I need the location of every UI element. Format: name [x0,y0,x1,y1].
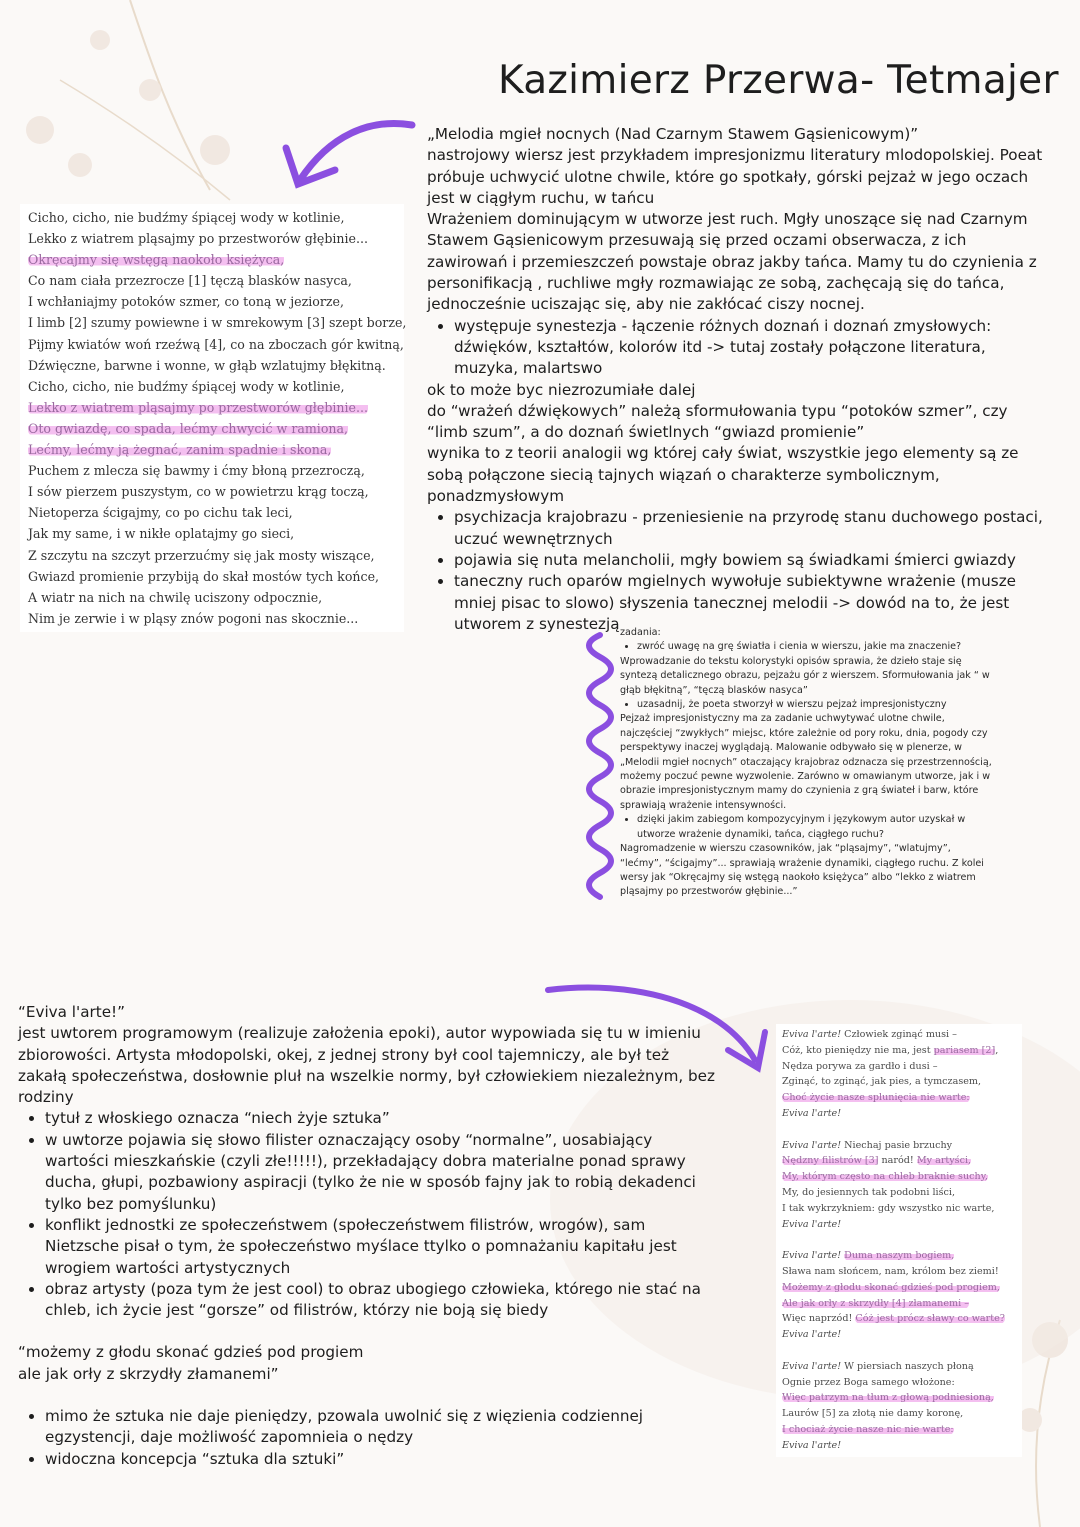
note-bullet: • obraz artysty (poza tym że jest cool) to obraz ubogiego człowieka, którego nie stać na chleb, ich życie jest “gorsze” od filistrów, którzy nie boją się biedy [45,1279,718,1322]
tasks-heading: zadania: [620,627,661,638]
note-bullet: • psychizacja krajobrazu - przeniesienie na przyrodę stanu duchowego postaci, uczuć wewnętrznych [454,507,1047,550]
line-text: Laurów [5] za złotą nie damy koronę, [782,1408,964,1420]
line-text: I sów pierzem puszystym, co w powietrzu krąg toczą, [28,484,369,500]
poem-line [28,566,396,587]
poem-line [782,1169,1016,1185]
line-text: Eviva l'arte! [782,1107,842,1119]
highlighted-text: Więc patrzym na tłum z głową podniesioną, [782,1392,994,1404]
poem-line [28,608,396,629]
poem-line [782,1138,1016,1154]
poem-line [28,312,407,333]
note-paragraph: do “wrażeń dźwiękowych” należą sformułowania typu “potoków szmer”, czy “limb szum”, a do doznań świetlnych “gwiazd promienie” [427,401,1008,442]
note-paragraph: ok to może byc niezrozumiałe dalej [427,380,696,399]
poem-line [782,1406,1016,1422]
highlighted-text: Lećmy, lećmy ją żegnać, zanim spadnie i skona, [28,442,332,458]
highlighted-text: Ale jak orły z skrzydły [4] złamanemi – [782,1297,970,1309]
poem-line [28,439,396,460]
quote-line: ale jak orły z skrzydły złamanemi” [18,1364,279,1383]
highlighted-text: pariasem [2] [933,1044,996,1056]
line-text: Jak my same, i w nikłe oplatajmy go sieci, [28,526,295,542]
line-text: Niechaj pasie brzuchy [844,1139,953,1151]
task-answer: Wprowadzanie do tekstu kolorystyki opisów sprawia, że dzieło staje się syntezą detalicznego obrazu, pejzażu gór z wierszem. Sformułowania jak “ w głąb błękitną”, “tęczą blasków nasyca” [620,655,990,696]
poem-line [782,1375,1016,1391]
highlighted-text: Nędzny filistrów [3] [782,1155,879,1167]
task-question: • zwróć uwagę na grę światła i cienia w wierszu, jakie ma znaczenie? [637,640,995,654]
poem-line [782,1059,1016,1075]
highlighted-text: My artyści, [916,1155,972,1167]
notes-heading: “Eviva l'arte!” [18,1003,125,1021]
note-bullet: • tytuł z włoskiego oznacza “niech żyje sztuka” [45,1108,718,1129]
poem-line [782,1090,1016,1106]
note-bullet: • w uwtorze pojawia się słowo filister oznaczający osoby “normalne”, uosabiający wartości mieszkańskie (czyli złe!!!!!), przekładający dobra materialne ponad sprawy ducha, głupi, pozbawiony aspiracji (tylko że nie w sposób fajny jak to robią dekadenci tylko bez pomyślunku) [45,1130,718,1215]
poem-line [782,1201,1016,1217]
line-text: Puchem z mlecza się bawmy i ćmy błoną przezroczą, [28,463,365,479]
line-text: I tak wykrzykniem: gdy wszystko nic warte, [782,1202,995,1214]
highlighted-text: Lekko z wiatrem pląsajmy po przestworów głębinie... [28,399,369,415]
quote-line: “możemy z głodu skonać gdzieś pod progiem [18,1343,364,1362]
poem-line [28,270,396,291]
poem-line [782,1296,1016,1312]
poem-line [782,1359,1016,1375]
poem-line [28,523,396,544]
line-text: Eviva l'arte! [782,1139,845,1151]
poem-line [782,1074,1016,1090]
line-text: Nędza porywa za gardło i dusi – [782,1060,938,1072]
poem-line [782,1422,1016,1438]
line-text: Nim je zerwie i w pląsy znów pogoni nas skocznie... [28,610,359,626]
poem-line [782,1248,1016,1264]
squiggle-decoration [589,635,611,897]
poem-line [782,1311,1016,1327]
notes-melodia [427,124,1047,635]
highlighted-text: I chociaż życie nasze nic nie warte: [782,1423,954,1435]
poem-line [782,1153,1016,1169]
page-title: Kazimierz Przerwa- Tetmajer [498,58,1059,103]
line-text: Zginąć, to zginąć, jak pies, a tymczasem, [782,1076,982,1088]
arrow-icon-top [286,123,412,184]
line-text: Cóż, kto pieniędzy nie ma, jest [782,1044,934,1056]
line-text: A wiatr na nich na chwilę uciszony odpocznie, [28,589,323,605]
poem-line [782,1043,1016,1059]
line-text: , [995,1044,999,1056]
line-text: Eviva l'arte! [782,1329,842,1341]
task-question: • uzasadnij, że poeta stworzył w wierszu pejzaż impresjonistyczny [637,698,995,712]
poem-line [28,376,396,397]
poem-line [28,397,396,418]
note-bullet: • widoczna koncepcja “sztuka dla sztuki” [45,1449,718,1470]
line-text: Ognie przez Boga samego włożone: [782,1376,955,1388]
note-bullet: • występuje synestezja - łączenie różnych doznań i doznań zmysłowych: dźwięków, kształtów, kolorów itd -> tutaj zostały połączone literatura, muzyka, malartswo [454,316,1047,380]
line-text: I wchłaniajmy potoków szmer, co toną w jeziorze, [28,294,344,310]
highlighted-text: Możemy z głodu skonać gdzieś pod progiem, [782,1281,1000,1293]
line-text: My, do jesiennych tak podobni liści, [782,1186,955,1198]
poem-line [28,418,396,439]
task-answer: Pejzaż impresjonistyczny ma za zadanie uchwytywać ulotne chwile, najczęściej “zwykłych” miejsc, które zależnie od pory roku, dnia, pogody czy perspektywy inaczej wyglądają. Malowanie odbywało się w plenerze, w „Melodii mgieł nocnych” otaczający krajobraz odznacza się przestrzennością, możemy poczuć pewne wyzwolenie. Zarówno w omawianym utworze, jak i w obrazie impresjonistycznym mamy do czynienia z grą świateł i barw, które sprawiają wrażenie intensywności. [620,713,992,811]
note-paragraph: nastrojowy wiersz jest przykładem impresjonizmu literatury mlodopolskiej. Poeat próbuje uchwycić ulotne chwile, które go spotkały, górski pejzaż w jego oczach jest w ciągłym ruchu, w tańcu [427,146,1043,207]
line-text: Eviva l'arte! [782,1250,845,1262]
line-text: Człowiek zginąć musi – [844,1029,957,1040]
line-text: Eviva l'arte! [782,1218,842,1230]
floral-decoration-top-left [26,0,230,200]
poem-line [28,355,396,376]
tasks-block [620,626,995,900]
line-text: Gwiazd promienie przybiją do skał mostów tych końce, [28,568,380,584]
line-text: Nietoperza ścigajmy, co po cichu tak leci, [28,505,293,521]
task-question: • dzięki jakim zabiegom kompozycyjnym i językowym autor uzyskał w utworze wrażenie dynamiki, tańca, ciągłego ruchu? [637,813,995,842]
poem-line [782,1327,1016,1343]
poem-line [782,1185,1016,1201]
highlighted-text: Choć życie nasze splunięcia nie warte: [782,1092,970,1104]
poem-line [28,545,396,566]
line-text: Sława nam słońcem, nam, królom bez ziemi! [782,1265,999,1277]
poem-line [28,207,396,228]
poem-line [782,1280,1016,1296]
poem-line [782,1106,1016,1122]
line-text: Lekko z wiatrem pląsajmy po przestworów głębinie... [28,231,369,247]
highlighted-text: Cóż jest prócz sławy co warte? [855,1313,1005,1325]
poem-line [782,1264,1016,1280]
poem-line [782,1217,1016,1233]
poem-line [28,460,396,481]
line-text: W piersiach naszych płoną [844,1360,974,1372]
line-text: naród! [878,1155,917,1167]
line-text: Więc naprzód! [782,1313,856,1325]
poem-eviva-larte [776,1024,1022,1457]
note-bullet: • mimo że sztuka nie daje pieniędzy, pzowala uwolnić się z więzienia codziennej egzystencji, daje możliwość zapomnieia o nędzy [45,1406,718,1449]
line-text: Cicho, cicho, nie budźmy śpiącej wody w kotlinie, [28,210,345,225]
task-answer: Nagromadzenie w wierszu czasowników, jak “pląsajmy”, “wlatujmy”, “lećmy”, “ścigajmy”... sprawiają wrażenie dynamiki, ciągłego ruchu. Z kolei wersy jak “Okręcajmy się wstęgą naokoło księżyca” albo “lekko z wiatrem pląsajmy po przestworów głębinie...” [620,843,984,898]
line-text: Dźwięczne, barwne i wonne, w głąb wzlatujmy błękitną. [28,357,386,373]
poem-line [28,228,396,249]
note-paragraph: wynika to z teorii analogii wg której cały świat, wszystkie jego elementy są ze sobą połączone siecią tajnych wiązań o charakterze symbolicznym, ponadzmysłowym [427,444,1019,506]
poem-line [28,587,396,608]
poem-line [28,481,396,502]
notes-eviva-larte [18,1002,718,1470]
highlighted-text: Okręcajmy się wstęgą naokoło księżyca, [28,252,285,268]
poem-line [28,291,396,312]
line-text: Co nam ciała przezrocze [1] tęczą blasków nasyca, [28,273,352,289]
line-text: Pijmy kwiatów woń rzeźwą [4], co na zboczach gór kwitną, [28,336,404,352]
highlighted-text: Duma naszym bogiem, [844,1250,955,1262]
line-text: Cicho, cicho, nie budźmy śpiącej wody w kotlinie, [28,378,345,394]
note-bullet: • taneczny ruch oparów mgielnych wywołuje subiektywne wrażenie (musze mniej pisac to slowo) słyszenia tanecznej melodii -> dowód na to, że jest utworem z synestezją [454,571,1047,635]
poem-line [28,249,396,270]
poem-title-text: „Melodia mgieł nocnych (Nad Czarnym Stawem Gąsienicowym)” [427,125,919,143]
note-paragraph: jest uwtorem programowym (realizuje założenia epoki), autor wypowiada się tu w imieniu zbiorowości. Artysta młodopolski, okej, z jednej strony był cool tajemniczy, ale był też zakałą społeczeństwa, dosłownie pluł na wszelkie normy, był człowiekiem niezależnym, bez rodziny [18,1024,715,1107]
poem-line [28,334,404,355]
poem-line [28,502,396,523]
line-text: Eviva l'arte! [782,1029,845,1040]
note-bullet: • konflikt jednostki ze społeczeństwem (społeczeństwem filistrów, wrogów), sam Nietzsche pisał o tym, że społeczeństwo myślace ttylko o pomnażaniu kapitału jest wrogiem wartości artystycznych [45,1215,718,1279]
poem-line [782,1027,1016,1043]
line-text: Eviva l'arte! [782,1360,845,1372]
poem-line [782,1390,1016,1406]
note-bullet: • pojawia się nuta melancholii, mgły bowiem są świadkami śmierci gwiazdy [454,550,1047,571]
line-text: I limb [2] szumy powiewne i w smrekowym [3] szept borze, [28,315,407,331]
note-paragraph: Wrażeniem dominującym w utworze jest ruch. Mgły unoszące się nad Czarnym Stawem Gąsienicowym przesuwają się przed oczami obserwacza, z ich zawirowań i przemieszczeń powstaje obraz jakby tańca. Mamy tu do czynienia z personifikacją , ruchliwe mgły rozmawiając ze sobą, zachęcają się do tańca, jednocześnie uciszając się, aby nie zakłócać ciszy nocnej. [427,210,1037,314]
poem-melodia-mgiel-nocnych [20,204,407,632]
poem-line [782,1438,1016,1454]
line-text: Z szczytu na szczyt przerzućmy się jak mosty wiszące, [28,547,375,563]
highlighted-text: Oto gwiazdę, co spada, lećmy chwycić w ramiona, [28,420,349,436]
line-text: Eviva l'arte! [782,1439,842,1451]
highlighted-text: My, którym często na chleb braknie suchy, [782,1171,988,1183]
